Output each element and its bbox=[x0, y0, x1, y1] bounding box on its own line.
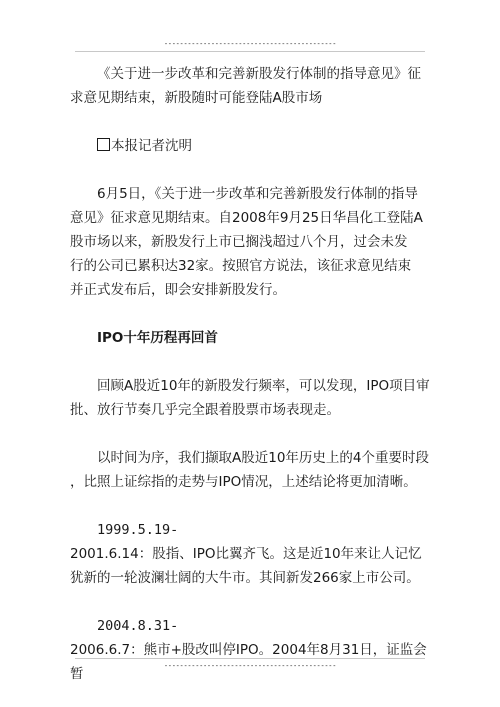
p2-line-2: 批、放行节奏几乎完全跟着股票市场表现走。 bbox=[70, 402, 340, 418]
period-1-desc-cont bbox=[70, 566, 432, 590]
section-heading bbox=[70, 326, 432, 350]
paragraph-1 bbox=[70, 182, 432, 206]
period-2-line-1: 2006.6.7：熊市+股改叫停IPO。2004年8月31日，证监会暂 bbox=[70, 642, 427, 682]
paragraph-2-cont bbox=[70, 398, 432, 422]
p3-line-2: ，比照上证综指的走势与IPO情况，上述结论将更加清晰。 bbox=[70, 474, 417, 490]
period-1-start bbox=[70, 518, 432, 542]
paragraph-1-cont bbox=[70, 278, 432, 302]
paragraph-2 bbox=[70, 374, 432, 398]
paragraph-1-cont bbox=[70, 206, 432, 230]
period-1-start-text: 1999.5.19- bbox=[97, 522, 179, 538]
footer-dashes: -------------------------------------------- bbox=[163, 662, 337, 670]
p3-line-1: 以时间为序，我们撷取A股近10年历史上的4个重要时段 bbox=[97, 450, 430, 466]
period-1-line-1: 2001.6.14：股指、IPO比翼齐飞。这是近10年来让人记忆 bbox=[70, 546, 422, 562]
paragraph-3-cont bbox=[70, 470, 432, 494]
p1-line-1: 6月5日，《关于进一步改革和完善新股发行体制的指导 bbox=[97, 186, 418, 202]
title-line-2: 求意见期结束，新股随时可能登陆A股市场 bbox=[70, 90, 323, 106]
article-title bbox=[70, 62, 432, 86]
header-divider bbox=[75, 51, 425, 52]
footer-divider bbox=[75, 658, 425, 659]
page-header bbox=[75, 40, 425, 52]
page-footer bbox=[75, 658, 425, 670]
p2-line-1: 回顾A股近10年的新股发行频率，可以发现，IPO项目审 bbox=[97, 378, 430, 394]
title-line-1: 《关于进一步改革和完善新股发行体制的指导意见》征 bbox=[97, 66, 421, 82]
paragraph-1-cont bbox=[70, 254, 432, 278]
article-body bbox=[70, 62, 432, 686]
paragraph-1-cont bbox=[70, 230, 432, 254]
period-2-start bbox=[70, 614, 432, 638]
header-dashes: -------------------------------------------- bbox=[163, 40, 337, 48]
p1-line-3: 股市场以来，新股发行上市已搁浅超过八个月，过会未发 bbox=[70, 234, 408, 250]
period-2-start-text: 2004.8.31- bbox=[97, 618, 179, 634]
byline-text: 本报记者沈明 bbox=[111, 138, 192, 154]
checkbox-square-icon bbox=[97, 138, 110, 151]
p1-line-2: 意见》征求意见期结束。自2008年9月25日华昌化工登陆A bbox=[70, 210, 423, 226]
article-title-cont bbox=[70, 86, 432, 110]
p1-line-5: 并正式发布后，即会安排新股发行。 bbox=[70, 282, 286, 298]
period-1-desc bbox=[70, 542, 432, 566]
paragraph-3 bbox=[70, 446, 432, 470]
byline bbox=[70, 134, 432, 158]
p1-line-4: 行的公司已累积达32家。按照官方说法，该征求意见结束 bbox=[70, 258, 412, 274]
section-heading-text: IPO十年历程再回首 bbox=[97, 330, 218, 346]
period-1-line-2: 犹新的一轮波澜壮阔的大牛市。其间新发266家上市公司。 bbox=[70, 570, 420, 586]
